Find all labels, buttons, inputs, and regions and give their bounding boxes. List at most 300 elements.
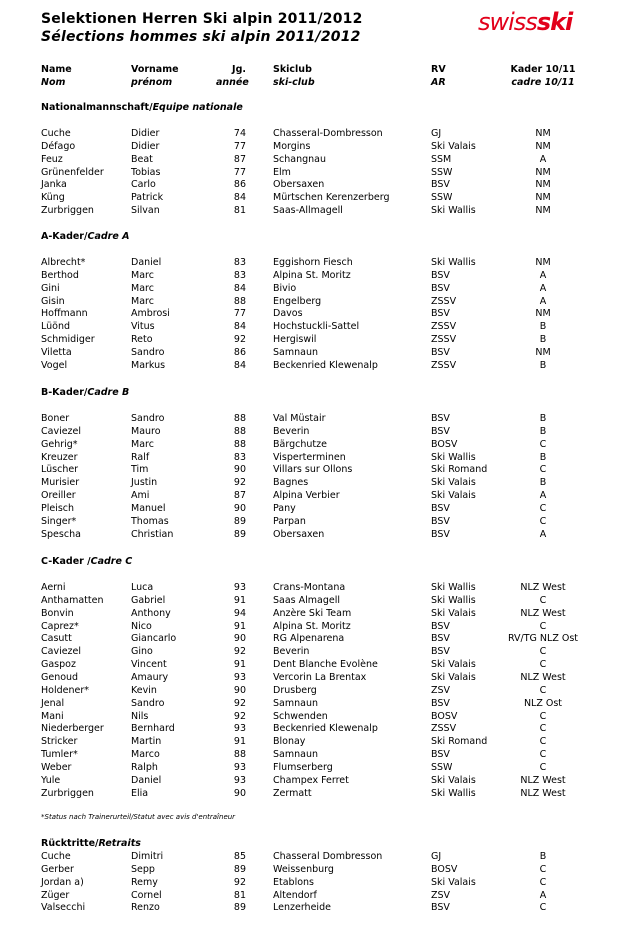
athlete-row (0, 528, 621, 541)
athlete-club: Chasseral-Dombresson (273, 128, 383, 139)
athlete-row (0, 489, 621, 502)
athlete-name: Hoffmann (41, 308, 88, 320)
athlete-first-name: Silvan (131, 205, 160, 217)
athlete-row (0, 204, 621, 217)
athlete-name: Yule (41, 774, 61, 786)
athlete-row (0, 359, 621, 372)
athlete-rv: Ski Valais (431, 490, 476, 502)
athlete-name: Feuz (41, 153, 63, 165)
athlete-name: Spescha (41, 528, 81, 540)
athlete-row (0, 425, 621, 438)
athlete-first-name: Marc (131, 295, 154, 307)
athlete-year: 84 (233, 359, 246, 371)
athlete-row (0, 178, 621, 191)
athlete-rv: SSW (431, 166, 453, 178)
athlete-rv: Ski Valais (431, 671, 476, 683)
athlete-name: Casutt (41, 633, 72, 645)
athlete-year: 77 (233, 166, 246, 178)
athlete-name: Gini (41, 282, 60, 294)
athlete-first-name: Daniel (131, 774, 162, 786)
athlete-club: Drusberg (273, 684, 317, 696)
athlete-first-name: Amaury (131, 671, 169, 683)
athlete-kader: NLZ West (520, 607, 566, 619)
athlete-name: Gaspoz (41, 659, 76, 671)
athlete-rv: BSV (431, 179, 450, 191)
athlete-first-name: Vincent (131, 659, 167, 671)
athlete-club: Davos (273, 308, 303, 320)
athlete-year: 83 (233, 269, 246, 281)
athlete-club: Villars sur Ollons (273, 464, 353, 476)
athlete-name: Défago (41, 140, 76, 152)
athlete-club: Saas Almagell (273, 594, 341, 606)
athlete-club: Obersaxen (273, 179, 325, 191)
athlete-name: Jenal (41, 697, 65, 709)
athlete-kader: C (539, 594, 547, 606)
athlete-kader: NM (535, 128, 551, 139)
athlete-club: Anzère Ski Team (273, 607, 352, 619)
athlete-first-name: Marc (131, 282, 154, 294)
athlete-club: Alpina Verbier (273, 490, 340, 502)
header-row-de (0, 63, 621, 76)
athlete-first-name: Patrick (131, 192, 164, 204)
athlete-kader: NLZ West (520, 671, 566, 683)
athlete-rv: BSV (431, 502, 450, 514)
athlete-name: Mani (41, 710, 64, 722)
athlete-year: 89 (233, 863, 246, 875)
section-title: B-Kader/Cadre B (41, 387, 130, 398)
athlete-first-name: Manuel (131, 502, 166, 514)
swiss-ski-logo: swissski (478, 8, 573, 36)
athlete-name: Berthod (41, 269, 79, 281)
athlete-year: 93 (233, 671, 246, 683)
athlete-year: 77 (233, 308, 246, 320)
athlete-rv: BSV (431, 646, 450, 658)
section-title: A-Kader/Cadre A (41, 231, 130, 242)
athlete-year: 90 (233, 502, 246, 514)
athlete-kader: B (539, 851, 547, 862)
athlete-name: Genoud (41, 671, 79, 683)
athlete-first-name: Bernhard (131, 723, 175, 735)
athlete-kader: NM (535, 205, 551, 217)
athlete-row (0, 256, 621, 269)
athlete-kader: C (539, 659, 547, 671)
athlete-row (0, 748, 621, 761)
athlete-club: Alpina St. Moritz (273, 269, 351, 281)
athlete-first-name: Carlo (131, 179, 156, 191)
athlete-row (0, 658, 621, 671)
athlete-first-name: Nils (131, 710, 149, 722)
athlete-kader: B (539, 334, 547, 346)
header-kader: cadre 10/11 (511, 77, 575, 88)
athlete-club: Obersaxen (273, 528, 325, 540)
athlete-row (0, 333, 621, 346)
athlete-kader: C (539, 502, 547, 514)
athlete-name: Gehrig* (41, 438, 78, 450)
athlete-year: 84 (233, 192, 246, 204)
athlete-kader: C (539, 876, 547, 888)
athlete-club: Beckenried Klewenalp (273, 359, 378, 371)
athlete-kader: C (539, 684, 547, 696)
athlete-first-name: Didier (131, 140, 160, 152)
athlete-kader: NLZ West (520, 787, 566, 799)
athlete-rv: GJ (431, 851, 442, 862)
athlete-first-name: Sandro (131, 346, 165, 358)
athlete-rv: Ski Valais (431, 607, 476, 619)
athlete-club: Elm (273, 166, 291, 178)
athlete-club: Visperterminen (273, 451, 346, 463)
athlete-year: 92 (233, 710, 246, 722)
athlete-first-name: Marco (131, 749, 160, 761)
athlete-rv: BSV (431, 346, 450, 358)
athlete-row (0, 787, 621, 800)
athlete-rv: SSW (431, 192, 453, 204)
athlete-name: Janka (41, 179, 67, 191)
title-fr: Sélections hommes ski alpin 2011/2012 (41, 29, 361, 45)
athlete-row (0, 502, 621, 515)
athlete-row (0, 774, 621, 787)
athlete-club: Bärgchutze (273, 438, 327, 450)
athlete-name: Jordan a) (41, 876, 84, 888)
athlete-rv: BSV (431, 308, 450, 320)
athlete-club: Samnaun (273, 749, 318, 761)
athlete-name: Pleisch (41, 502, 75, 514)
athlete-year: 89 (233, 528, 246, 540)
athlete-rv: ZSSV (431, 321, 457, 333)
athlete-rv: Ski Romand (431, 736, 488, 748)
athlete-kader: B (539, 425, 547, 437)
athlete-row (0, 191, 621, 204)
athlete-kader: B (539, 413, 547, 424)
athlete-year: 93 (233, 723, 246, 735)
athlete-name: Weber (41, 761, 72, 773)
athlete-row (0, 735, 621, 748)
athlete-name: Boner (41, 413, 70, 424)
athlete-rv: Ski Valais (431, 477, 476, 489)
athlete-first-name: Elia (131, 787, 149, 799)
athlete-year: 83 (233, 257, 246, 268)
athlete-rv: BSV (431, 620, 450, 632)
athlete-club: Weissenburg (273, 863, 334, 875)
section-title: Rücktritte/Retraits (41, 838, 141, 849)
athlete-club: Zermatt (273, 787, 312, 799)
athlete-year: 74 (233, 128, 246, 139)
athlete-club: Dent Blanche Evolène (273, 659, 378, 671)
athlete-row (0, 710, 621, 723)
section-title: Nationalmannschaft/Equipe nationale (41, 102, 243, 113)
athlete-first-name: Daniel (131, 257, 162, 268)
header-jg: année (216, 77, 249, 88)
athlete-name: Cuche (41, 851, 71, 862)
athlete-rv: BSV (431, 413, 450, 424)
athlete-name: Caviezel (41, 646, 82, 658)
athlete-rv: GJ (431, 128, 442, 139)
athlete-name: Küng (41, 192, 65, 204)
athlete-kader: C (539, 464, 547, 476)
header-kader: Kader 10/11 (510, 64, 576, 75)
athlete-rv: BSV (431, 425, 450, 437)
athlete-first-name: Gabriel (131, 594, 166, 606)
athlete-first-name: Ralf (131, 451, 150, 463)
athlete-first-name: Gino (131, 646, 153, 658)
athlete-club: Bivio (273, 282, 297, 294)
athlete-kader: C (539, 749, 547, 761)
athlete-club: Altendorf (273, 889, 317, 901)
athlete-year: 91 (233, 594, 246, 606)
athlete-name: Murisier (41, 477, 80, 489)
athlete-first-name: Didier (131, 128, 160, 139)
athlete-rv: Ski Wallis (431, 257, 476, 268)
athlete-first-name: Marc (131, 269, 154, 281)
athlete-first-name: Luca (131, 582, 154, 593)
athlete-first-name: Giancarlo (131, 633, 177, 645)
athlete-club: Val Müstair (273, 413, 326, 424)
athlete-year: 88 (233, 438, 246, 450)
header-first: Vorname (131, 64, 179, 75)
athlete-year: 84 (233, 282, 246, 294)
athlete-year: 81 (233, 205, 246, 217)
athlete-kader: NLZ Ost (523, 697, 563, 709)
athlete-row (0, 476, 621, 489)
athlete-rv: Ski Romand (431, 464, 488, 476)
athlete-year: 88 (233, 749, 246, 761)
athlete-kader: NM (535, 308, 551, 320)
athlete-club: Hergiswil (273, 334, 317, 346)
athlete-kader: NM (535, 346, 551, 358)
athlete-club: Vercorin La Brentax (273, 671, 367, 683)
athlete-first-name: Nico (131, 620, 152, 632)
athlete-club: Mürtschen Kerenzerberg (273, 192, 390, 204)
athlete-first-name: Tobias (131, 166, 161, 178)
athlete-club: Morgins (273, 140, 311, 152)
athlete-year: 88 (233, 425, 246, 437)
athlete-first-name: Tim (131, 464, 149, 476)
athlete-club: Beverin (273, 425, 310, 437)
athlete-first-name: Christian (131, 528, 174, 540)
athlete-year: 90 (233, 633, 246, 645)
athlete-kader: C (539, 863, 547, 875)
athlete-rv: Ski Wallis (431, 451, 476, 463)
athlete-first-name: Renzo (131, 902, 160, 914)
athlete-year: 87 (233, 490, 246, 502)
athlete-rv: SSW (431, 761, 453, 773)
athlete-name: Zurbriggen (41, 787, 94, 799)
athlete-year: 88 (233, 295, 246, 307)
athlete-year: 88 (233, 413, 246, 424)
athlete-kader: A (539, 269, 547, 281)
athlete-club: Alpina St. Moritz (273, 620, 351, 632)
athlete-kader: A (539, 528, 547, 540)
athlete-year: 91 (233, 659, 246, 671)
athlete-row (0, 127, 621, 140)
athlete-rv: BSV (431, 697, 450, 709)
athlete-year: 94 (233, 607, 246, 619)
athlete-name: Bonvin (41, 607, 74, 619)
athlete-first-name: Sandro (131, 697, 165, 709)
athlete-first-name: Beat (131, 153, 153, 165)
athlete-name: Niederberger (41, 723, 104, 735)
athlete-year: 93 (233, 582, 246, 593)
section-title: C-Kader /Cadre C (41, 556, 133, 567)
athlete-kader: C (539, 723, 547, 735)
athlete-rv: Ski Wallis (431, 205, 476, 217)
athlete-club: RG Alpenarena (273, 633, 345, 645)
header-rv: AR (431, 77, 446, 88)
athlete-name: Kreuzer (41, 451, 78, 463)
athlete-rv: BSV (431, 515, 450, 527)
athlete-name: Lüscher (41, 464, 79, 476)
athlete-row (0, 607, 621, 620)
athlete-kader: C (539, 515, 547, 527)
athlete-club: Blonay (273, 736, 306, 748)
athlete-rv: ZSSV (431, 359, 457, 371)
athlete-club: Bagnes (273, 477, 309, 489)
athlete-year: 89 (233, 902, 246, 914)
athlete-rv: BOSV (431, 710, 458, 722)
athlete-year: 90 (233, 464, 246, 476)
header-rv: RV (431, 64, 446, 75)
athlete-rv: ZSSV (431, 295, 457, 307)
athlete-year: 92 (233, 697, 246, 709)
athlete-club: Schwenden (273, 710, 328, 722)
athlete-row (0, 295, 621, 308)
athlete-kader: C (539, 902, 547, 914)
athlete-kader: NM (535, 140, 551, 152)
athlete-year: 83 (233, 451, 246, 463)
athlete-first-name: Markus (131, 359, 166, 371)
athlete-rv: Ski Valais (431, 876, 476, 888)
athlete-name: Tumler* (41, 749, 78, 761)
athlete-rv: BSV (431, 528, 450, 540)
athlete-name: Gisin (41, 295, 65, 307)
athlete-club: Eggishorn Fiesch (273, 257, 353, 268)
athlete-name: Albrecht* (41, 257, 86, 268)
athlete-row (0, 671, 621, 684)
athlete-kader: B (539, 359, 547, 371)
athlete-name: Gerber (41, 863, 74, 875)
athlete-kader: A (539, 889, 547, 901)
header-name: Nom (41, 77, 66, 88)
athlete-row (0, 901, 621, 914)
athlete-name: Singer* (41, 515, 77, 527)
athlete-club: Samnaun (273, 697, 318, 709)
athlete-name: Caviezel (41, 425, 82, 437)
athlete-kader: NM (535, 179, 551, 191)
athlete-club: Hochstuckli-Sattel (273, 321, 360, 333)
athlete-row (0, 269, 621, 282)
athlete-year: 93 (233, 774, 246, 786)
athlete-first-name: Cornel (131, 889, 162, 901)
athlete-rv: BSV (431, 749, 450, 761)
athlete-row (0, 307, 621, 320)
athlete-rv: BOSV (431, 438, 458, 450)
athlete-row (0, 166, 621, 179)
athlete-first-name: Sandro (131, 413, 165, 424)
athlete-kader: NM (535, 192, 551, 204)
athlete-name: Schmidiger (41, 334, 95, 346)
athlete-club: Pany (273, 502, 296, 514)
athlete-year: 90 (233, 787, 246, 799)
athlete-year: 90 (233, 684, 246, 696)
athlete-club: Parpan (273, 515, 306, 527)
athlete-row (0, 684, 621, 697)
header-first: prénom (131, 77, 173, 88)
athlete-first-name: Ralph (131, 761, 158, 773)
athlete-club: Lenzerheide (273, 902, 331, 914)
athlete-row (0, 320, 621, 333)
athlete-kader: B (539, 477, 547, 489)
athlete-row (0, 722, 621, 735)
athlete-kader: NLZ West (520, 582, 566, 593)
athlete-club: Engelberg (273, 295, 322, 307)
athlete-club: Flumserberg (273, 761, 333, 773)
athlete-row (0, 451, 621, 464)
athlete-row (0, 863, 621, 876)
athlete-first-name: Kevin (131, 684, 157, 696)
athlete-row (0, 153, 621, 166)
athlete-first-name: Dimitri (131, 851, 164, 862)
athlete-year: 91 (233, 736, 246, 748)
athlete-name: Grünenfelder (41, 166, 104, 178)
athlete-club: Etablons (273, 876, 315, 888)
athlete-name: Aerni (41, 582, 66, 593)
athlete-rv: Ski Wallis (431, 787, 476, 799)
athlete-name: Oreiller (41, 490, 76, 502)
athlete-rv: Ski Valais (431, 140, 476, 152)
athlete-kader: NLZ West (520, 774, 566, 786)
athlete-first-name: Vitus (131, 321, 155, 333)
athlete-row (0, 412, 621, 425)
athlete-rv: BSV (431, 269, 450, 281)
athlete-row (0, 515, 621, 528)
athlete-name: Vogel (41, 359, 68, 371)
header-club: Skiclub (273, 64, 312, 75)
athlete-year: 91 (233, 620, 246, 632)
athlete-rv: Ski Wallis (431, 594, 476, 606)
athlete-kader: A (539, 282, 547, 294)
athlete-row (0, 346, 621, 359)
athlete-kader: C (539, 620, 547, 632)
athlete-row (0, 140, 621, 153)
athlete-kader: RV/TG NLZ Ost (507, 633, 579, 645)
athlete-year: 92 (233, 876, 246, 888)
header-jg: Jg. (232, 64, 246, 75)
athlete-kader: C (539, 736, 547, 748)
athlete-rv: BSV (431, 282, 450, 294)
athlete-year: 89 (233, 515, 246, 527)
athlete-row (0, 632, 621, 645)
athlete-rv: BOSV (431, 863, 458, 875)
athlete-rv: ZSSV (431, 723, 457, 735)
athlete-rv: Ski Valais (431, 774, 476, 786)
athlete-row (0, 282, 621, 295)
athlete-row (0, 620, 621, 633)
athlete-row (0, 697, 621, 710)
athlete-rv: Ski Wallis (431, 582, 476, 593)
athlete-row (0, 889, 621, 902)
athlete-first-name: Reto (131, 334, 153, 346)
athlete-first-name: Marc (131, 438, 154, 450)
athlete-year: 92 (233, 334, 246, 346)
athlete-kader: NM (535, 166, 551, 178)
athlete-rv: ZSSV (431, 334, 457, 346)
athlete-kader: NM (535, 257, 551, 268)
athlete-name: Lüönd (41, 321, 71, 333)
athlete-club: Samnaun (273, 346, 318, 358)
athlete-kader: B (539, 451, 547, 463)
athlete-rv: ZSV (431, 684, 451, 696)
athlete-year: 92 (233, 646, 246, 658)
athlete-kader: A (539, 153, 547, 165)
